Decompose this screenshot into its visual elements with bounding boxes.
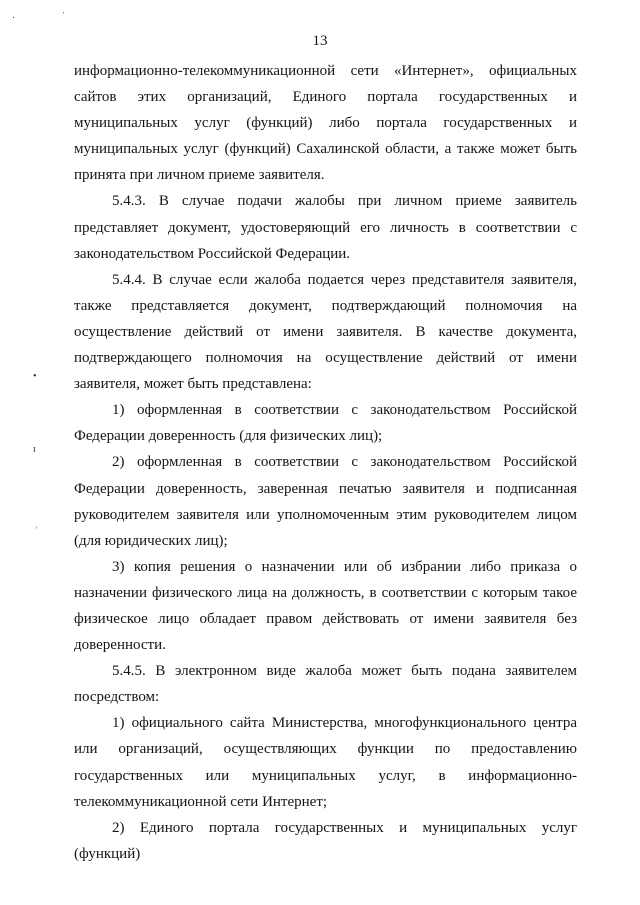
list-item-2: 2) оформленная в соответствии с законодательством Российской Федерации доверенность, заверенная печатью заявителя и подписанная руководителем заявителя или уполномоченным этим руководителем лицом (для юридических лиц); bbox=[74, 454, 577, 549]
page-number: 13 bbox=[312, 33, 328, 49]
paragraph-5-4-3: 5.4.3. В случае подачи жалобы при личном приеме заявитель представляет документ, удостоверяющий его личность в соответствии с законодательством Российской Федерации. bbox=[74, 193, 577, 262]
document-body bbox=[74, 58, 577, 867]
scan-speck: ˈ bbox=[62, 11, 66, 22]
margin-mark: ʿ bbox=[35, 526, 39, 537]
electronic-list-item-1: 1) официального сайта Министерства, многофункционального центра или организаций, осуществляющих функции по предоставлению государственных или муниципальных услуг, в информационно-телекоммуникационной сети Интернет; bbox=[74, 715, 577, 810]
scan-speck: · bbox=[12, 13, 16, 24]
list-item-3: 3) копия решения о назначении или об избрании либо приказа о назначении физического лица на должность, в соответствии с которым такое физическое лицо обладает правом действовать от имени заявителя без доверенности. bbox=[74, 558, 577, 654]
paragraph-5-4-4: 5.4.4. В случае если жалоба подается через представителя заявителя, также представляется документ, подтверждающий полномочия на осуществление действий от имени заявителя. В качестве документа, подтверждающего полномочия на осуществление действий от имени заявителя, может быть представлена: bbox=[74, 271, 577, 393]
electronic-list-item-2: 2) Единого портала государственных и муниципальных услуг (функций) bbox=[74, 819, 577, 862]
list-item-1: 1) оформленная в соответствии с законодательством Российской Федерации доверенность (для физических лиц); bbox=[74, 402, 577, 445]
paragraph-5-4-5: 5.4.5. В электронном виде жалоба может быть подана заявителем посредством: bbox=[74, 663, 577, 706]
margin-mark: ɪ bbox=[33, 444, 36, 455]
paragraph-continuation: информационно-телекоммуникационной сети «Интернет», официальных сайтов этих организаций, Единого портала государственных и муниципальных услуг (функций) либо портала государственных и муниципальных услуг (функций) Сахалинской области, а также может быть принята при личном приеме заявителя. bbox=[74, 63, 577, 184]
margin-mark: • bbox=[33, 371, 37, 382]
